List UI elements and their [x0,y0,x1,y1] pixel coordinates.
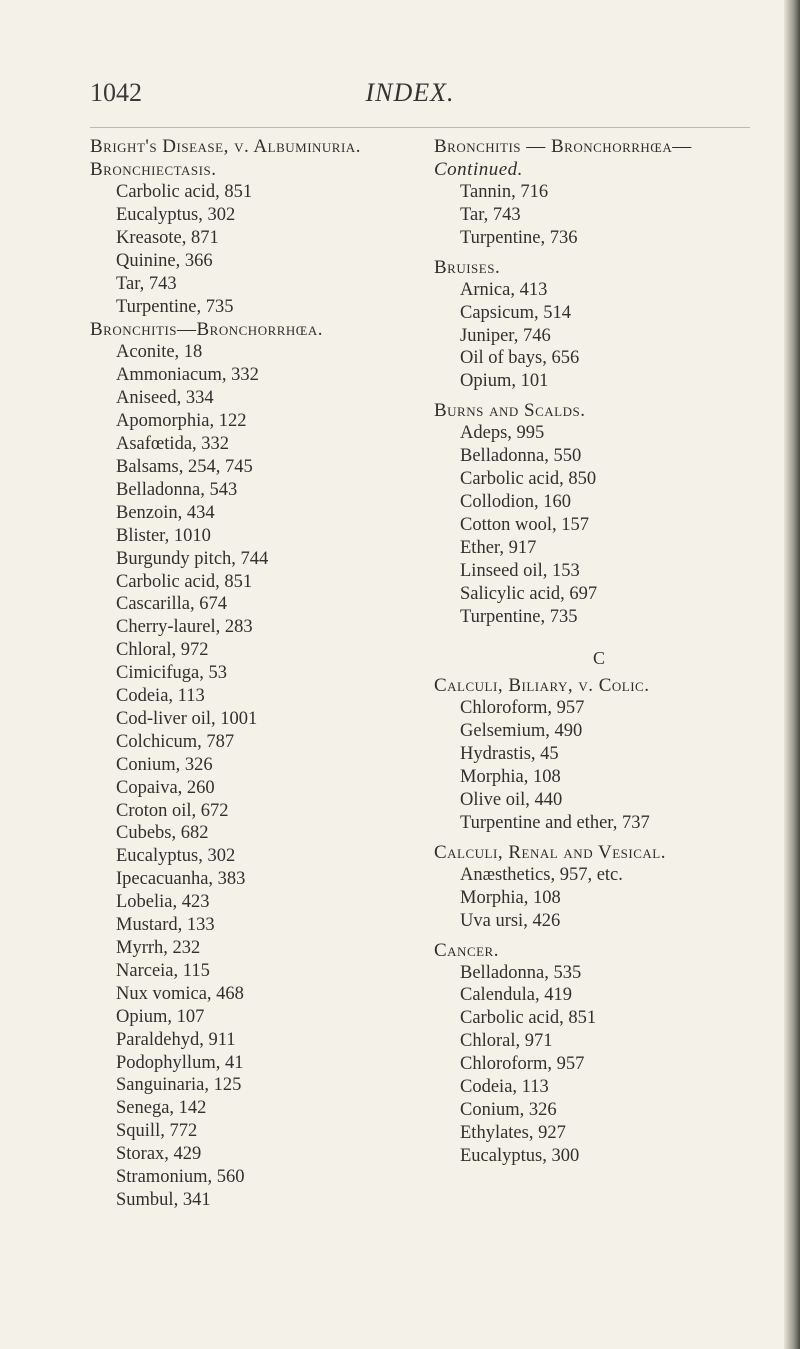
index-entry: Carbolic acid, 851 [460,1008,597,1029]
index-entry: Aniseed, 334 [116,388,214,409]
index-entry: Olive oil, 440 [460,790,563,811]
index-entry: Eucalyptus, 300 [460,1145,580,1166]
index-heading: Burns and Scalds. [434,400,586,422]
index-entry: Linseed oil, 153 [460,560,580,581]
index-entry: Sanguinaria, 125 [116,1075,242,1096]
left-column [90,135,430,1212]
index-entry: Benzoin, 434 [116,502,215,523]
index-entry: Eucalyptus, 302 [116,204,236,225]
index-entry: Myrrh, 232 [116,938,201,958]
index-entry: Collodion, 160 [460,491,572,512]
index-entry: Belladonna, 543 [116,479,238,500]
section-letter: C [592,648,605,669]
index-entry: Carbolic acid, 851 [116,571,253,592]
index-entry: Croton oil, 672 [116,800,229,821]
page-header [62,74,758,114]
index-entry: Cascarilla, 674 [116,594,227,615]
index-entry: Conium, 326 [116,754,213,775]
index-entry: Aconite, 18 [116,342,203,363]
index-entry: Cotton wool, 157 [460,514,589,535]
index-entry: Turpentine, 735 [116,296,234,317]
index-entry: Belladonna, 535 [460,962,582,983]
index-entry: Morphia, 108 [460,767,561,788]
index-entry: Nux vomica, 468 [116,983,244,1004]
index-entry: Belladonna, 550 [460,446,582,467]
index-entry: Conium, 326 [460,1100,557,1120]
index-entry: Balsams, 254, 745 [116,456,253,477]
index-entry: Hydrastis, 45 [460,744,559,765]
index-heading: Bright's Disease, v. Albuminuria. [90,136,361,157]
index-heading: Calculi, Biliary, v. Colic. [434,675,650,697]
index-entry: Uva ursi, 426 [460,910,561,931]
index-entry: Turpentine, 736 [460,227,578,248]
index-entry: Morphia, 108 [460,887,561,908]
header-rule [90,127,750,128]
index-entry: Colchicum, 787 [116,731,235,752]
index-entry: Paraldehyd, 911 [116,1029,236,1050]
index-entry: Squill, 772 [116,1121,198,1142]
index-heading: Bronchiectasis. [90,159,217,180]
index-entry: Carbolic acid, 851 [116,182,253,202]
index-entry: Quinine, 366 [116,250,213,271]
index-heading: Calculi, Renal and Vesical. [434,841,666,863]
index-entry: Chloral, 971 [460,1031,553,1052]
index-entry: Calendula, 419 [460,985,573,1006]
index-entry: Sumbul, 341 [116,1189,211,1210]
index-entry: Ammoniacum, 332 [116,365,259,386]
index-entry: Tar, 743 [460,204,521,225]
index-entry: Opium, 107 [116,1006,205,1027]
index-entry: Chloroform, 957 [460,1054,585,1075]
index-entry: Arnica, 413 [460,279,548,300]
page-edge [784,0,800,1349]
index-entry: Chloroform, 957 [460,698,585,719]
index-entry: Ether, 917 [460,537,537,558]
index-entry: Senega, 142 [116,1098,207,1119]
index-entry: Oil of bays, 656 [460,348,580,369]
index-entry: Apomorphia, 122 [116,411,247,432]
index-entry: Narceia, 115 [116,960,210,981]
index-entry: Opium, 101 [460,371,549,392]
index-entry: Salicylic acid, 697 [460,583,598,604]
index-heading: Bruises. [434,256,501,278]
index-entry: Turpentine, 735 [460,606,578,627]
index-entry: Chloral, 972 [116,640,209,661]
index-heading: Bronchitis — Bronchorrhœa— [434,136,692,157]
index-entry: Codeia, 113 [460,1077,549,1098]
index-entry: Capsicum, 514 [460,302,571,323]
index-entry: Turpentine and ether, 737 [460,812,650,833]
index-entry: Storax, 429 [116,1144,202,1165]
index-entry: Tannin, 716 [460,182,549,202]
index-entry: Tar, 743 [116,273,177,294]
running-head: INDEX. [365,78,455,107]
index-heading: Cancer. [434,939,499,961]
index-entry: Cimicifuga, 53 [116,663,227,684]
index-entry: Eucalyptus, 302 [116,846,236,867]
index-entry: Asafœtida, 332 [116,434,230,455]
index-entry: Ethylates, 927 [460,1122,566,1143]
index-entry: Cherry-laurel, 283 [116,617,253,638]
index-entry: Anæsthetics, 957, etc. [460,864,623,885]
index-entry: Blister, 1010 [116,525,211,546]
index-entry: Codeia, 113 [116,686,205,707]
index-entry: Cubebs, 682 [116,823,209,844]
index-entry: Copaiva, 260 [116,777,215,798]
continued-label: Continued. [434,159,523,180]
index-entry: Kreasote, 871 [116,227,219,248]
right-column [434,135,764,1168]
index-entry: Burgundy pitch, 744 [116,548,269,569]
index-entry: Ipecacuanha, 383 [116,869,246,890]
page-number: 1042 [90,78,142,107]
index-entry: Gelsemium, 490 [460,721,583,742]
index-heading: Bronchitis—Bronchorrhœa. [90,319,324,341]
index-entry: Stramonium, 560 [116,1167,245,1188]
index-entry: Carbolic acid, 850 [460,469,597,490]
index-entry: Podophyllum, 41 [116,1052,244,1073]
index-entry: Lobelia, 423 [116,892,210,913]
index-entry: Adeps, 995 [460,423,545,444]
index-entry: Mustard, 133 [116,915,215,936]
index-entry: Cod-liver oil, 1001 [116,708,258,729]
index-entry: Juniper, 746 [460,325,551,346]
